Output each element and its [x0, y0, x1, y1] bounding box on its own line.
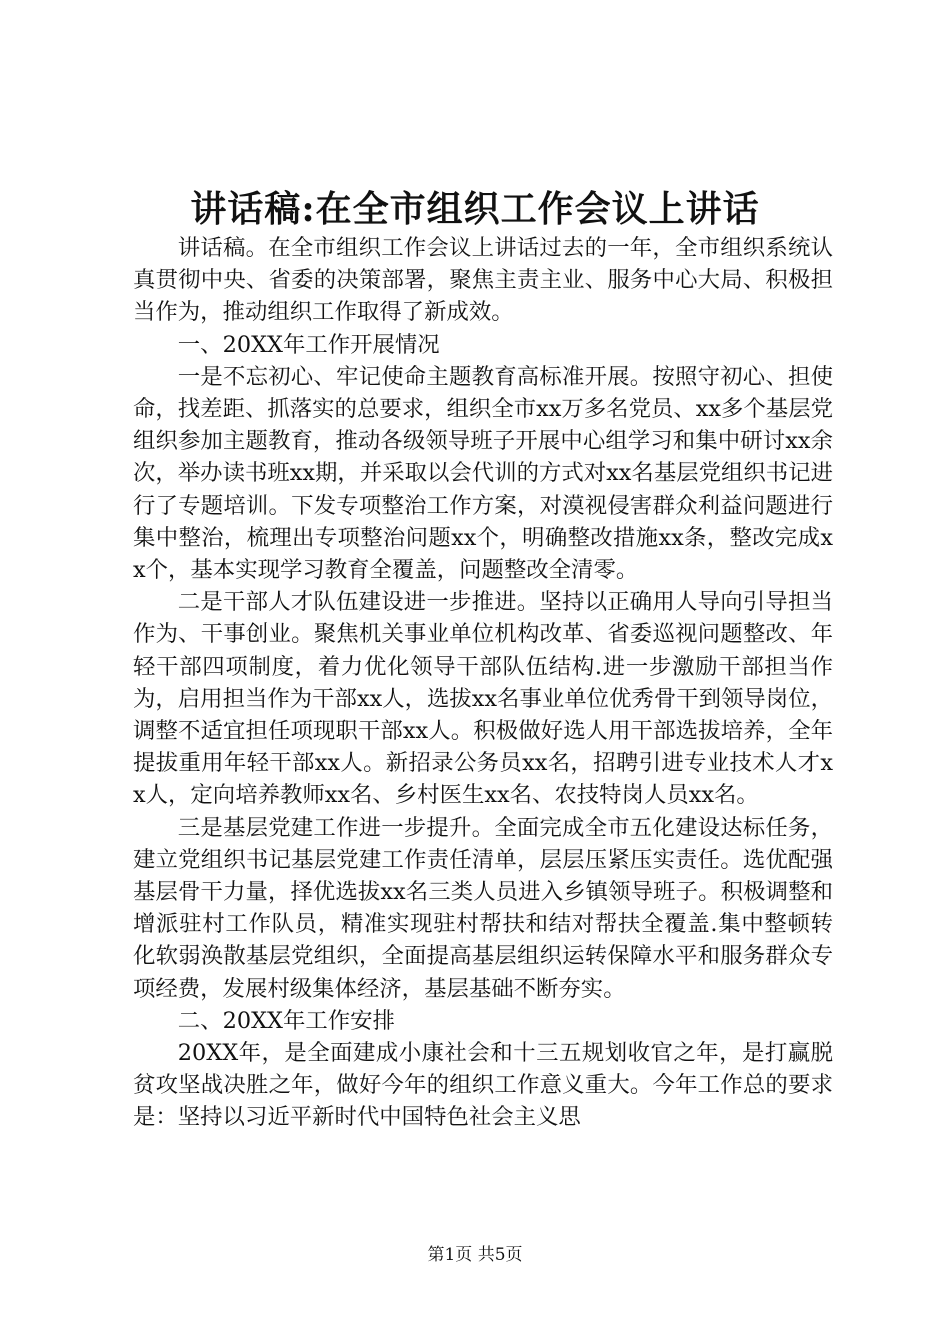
intro-paragraph: 讲话稿。在全市组织工作会议上讲话过去的一年，全市组织系统认真贯彻中央、省委的决策部署，聚焦主责主业、服务中心大局、积极担当作为，推动组织工作取得了新成效。	[133, 235, 833, 326]
body-paragraph-1: 一是不忘初心、牢记使命主题教育高标准开展。按照守初心、担使命，找差距、抓落实的总要求，组织全市xx万多名党员、xx多个基层党组织参加主题教育，推动各级领导班子开展中心组学习和集中研讨xx余次，举办读书班xx期，并采取以会代训的方式对xx名基层党组织书记进行了专题培训。下发专项整治工作方案，对漠视侵害群众利益问题进行集中整治，梳理出专项整治问题xx个，明确整改措施xx条，整改完成xx个，基本实现学习教育全覆盖，问题整改全清零。	[133, 363, 833, 584]
document-title: 讲话稿:在全市组织工作会议上讲话	[190, 188, 760, 230]
document-body	[133, 232, 833, 1134]
page-number-footer: 第1页 共5页	[427, 1245, 523, 1265]
body-paragraph-2: 二是干部人才队伍建设进一步推进。坚持以正确用人导向引导担当作为、干事创业。聚焦机关事业单位机构改革、省委巡视问题整改、年轻干部四项制度，着力优化领导干部队伍结构.进一步激励干部担当作为，启用担当作为干部xx人，选拔xx名事业单位优秀骨干到领导岗位，调整不适宜担任项现职干部xx人。积极做好选人用干部选拔培养，全年提拔重用年轻干部xx人。新招录公务员xx名，招聘引进专业技术人才xx人，定向培养教师xx名、乡村医生xx名、农技特岗人员xx名。	[133, 589, 833, 809]
section-heading-2: 二、20XX年工作安排	[177, 1007, 395, 1034]
section-heading-1: 一、20XX年工作开展情况	[177, 331, 440, 358]
body-paragraph-4: 20XX年，是全面建成小康社会和十三五规划收官之年，是打赢脱贫攻坚战决胜之年，做好今年的组织工作意义重大。今年工作总的要求是：坚持以习近平新时代中国特色社会主义思	[133, 1040, 833, 1131]
body-paragraph-3: 三是基层党建工作进一步提升。全面完成全市五化建设达标任务，建立党组织书记基层党建工作责任清单，层层压紧压实责任。选优配强基层骨干力量，择优选拔xx名三类人员进入乡镇领导班子。积极调整和增派驻村工作队员，精准实现驻村帮扶和结对帮扶全覆盖.集中整顿转化软弱涣散基层党组织，全面提高基层组织运转保障水平和服务群众专项经费，发展村级集体经济，基层基础不断夯实。	[133, 814, 833, 1002]
